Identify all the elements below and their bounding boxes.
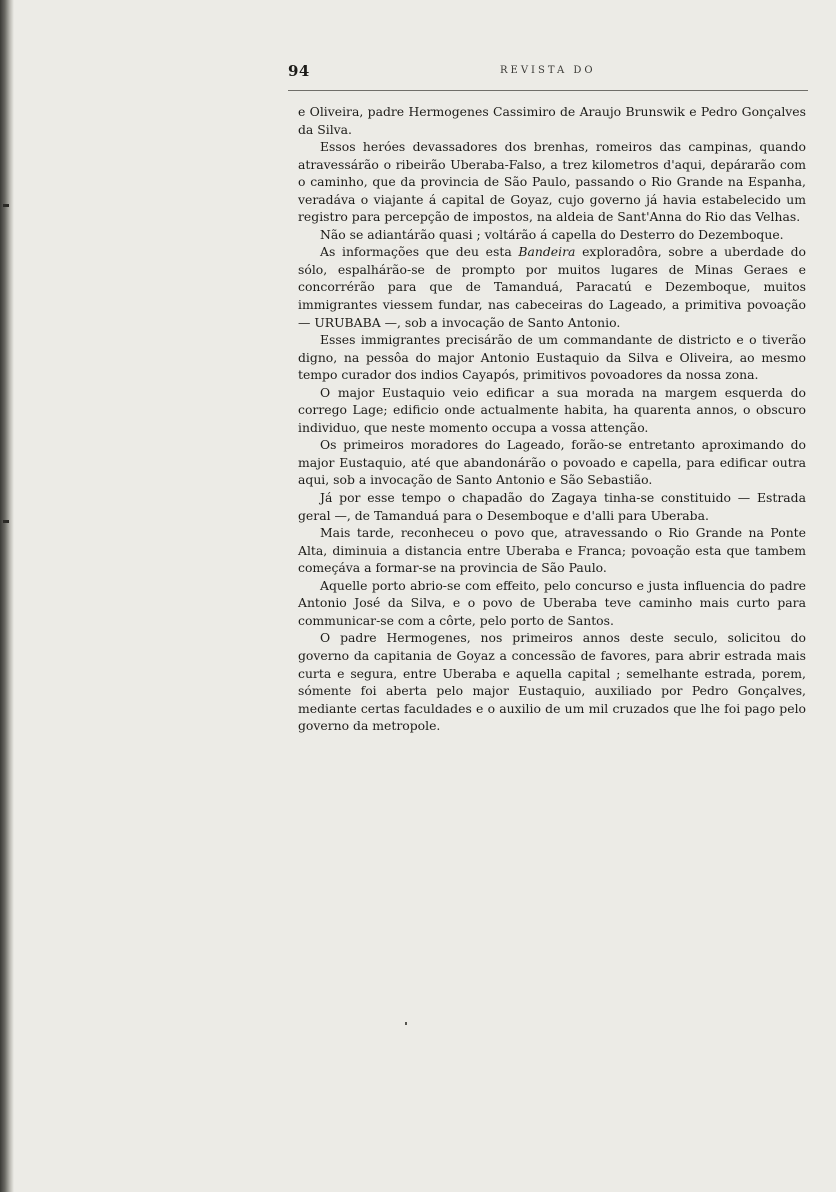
article-body [298,103,806,735]
emphasized-term: Bandeira [518,244,576,260]
paragraph [298,243,806,331]
page-binding-edge [0,0,14,1192]
paragraph: Já por esse tempo o chapadão do Zagaya tinha-se constituido — Estrada geral —, de Tamanduá para o Desemboque e d'alli para Uberaba. [298,490,806,523]
running-title: REVISTA DO [500,65,596,76]
paragraph: Os primeiros moradores do Lageado, forão-se entretanto aproximando do major Eustaquio, até que abandonárão o povoado e capella, para edificar outra aqui, sob a invocação de Santo Antonio e São Sebastião. [298,437,806,488]
header-rule [288,90,808,91]
paragraph: Aquelle porto abrio-se com effeito, pelo concurso e justa influencia do padre Antonio José da Silva, e o povo de Uberaba teve caminho mais curto para communicar-se com a côrte, pelo porto de Santos. [298,577,806,628]
page-number: 94 [288,62,310,80]
paragraph: Não se adiantárão quasi ; voltárão á capella do Desterro do Dezemboque. [320,226,784,242]
paragraph: O padre Hermogenes, nos primeiros annos deste seculo, solicitou do governo da capitania de Goyaz a concessão de favores, para abrir estrada mais curta e segura, entre Uberaba e aquella capital ; semelhante estrada, porem, sómente foi aberta pelo major Eustaquio, auxiliado por Pedro Gonçalves, mediante certas faculdades e o auxilio de um mil cruzados que lhe foi pago pelo governo da metropole. [298,630,806,734]
binding-mark [3,204,9,207]
paragraph: Mais tarde, reconheceu o povo que, atravessando o Rio Grande na Ponte Alta, diminuia a distancia entre Uberaba e Franca; povoação esta que tambem começáva a formar-se na provincia de São Paulo. [298,525,806,576]
paragraph: O major Eustaquio veio edificar a sua morada na margem esquerda do corrego Lage; edificio onde actualmente habita, ha quarenta annos, o obscuro individuo, que neste momento occupa a vossa attenção. [298,384,806,435]
binding-mark [3,520,9,523]
page-header [288,62,808,82]
paragraph: Esses immigrantes precisárão de um commandante de districto e o tiverão digno, na pessôa do major Antonio Eustaquio da Silva e Oliveira, ao mesmo tempo curador dos indios Cayapós, primitivos povoadores da nossa zona. [298,332,806,383]
paragraph: e Oliveira, padre Hermogenes Cassimiro de Araujo Brunswik e Pedro Gonçalves da Silva. [298,104,806,137]
text-run: As informações que deu esta [320,244,519,260]
text-run: exploradôra, sobre a uberdade do sólo, espalhárão-se de prompto por muitos lugares de Minas Geraes e concorrérão para que de Tamanduá, Paracatú e Dezemboque, muitos immigrantes viessem fundar, nas cabeceiras do Lageado, a primitiva povoação — URUBABA —, sob a invocação de Santo Antonio. [298,244,806,330]
paper-speck [405,1022,407,1025]
paragraph: Essos heróes devassadores dos brenhas, romeiros das campinas, quando atravessárão o ribeirão Uberaba-Falso, a trez kilometros d'aqui, depárarão com o caminho, que da provincia de São Paulo, passando o Rio Grande na Espanha, veradáva o viajante á capital de Goyaz, cujo governo já havia estabelecido um registro para percepção de impostos, na aldeia de Sant'Anna do Rio das Velhas. [298,139,806,225]
